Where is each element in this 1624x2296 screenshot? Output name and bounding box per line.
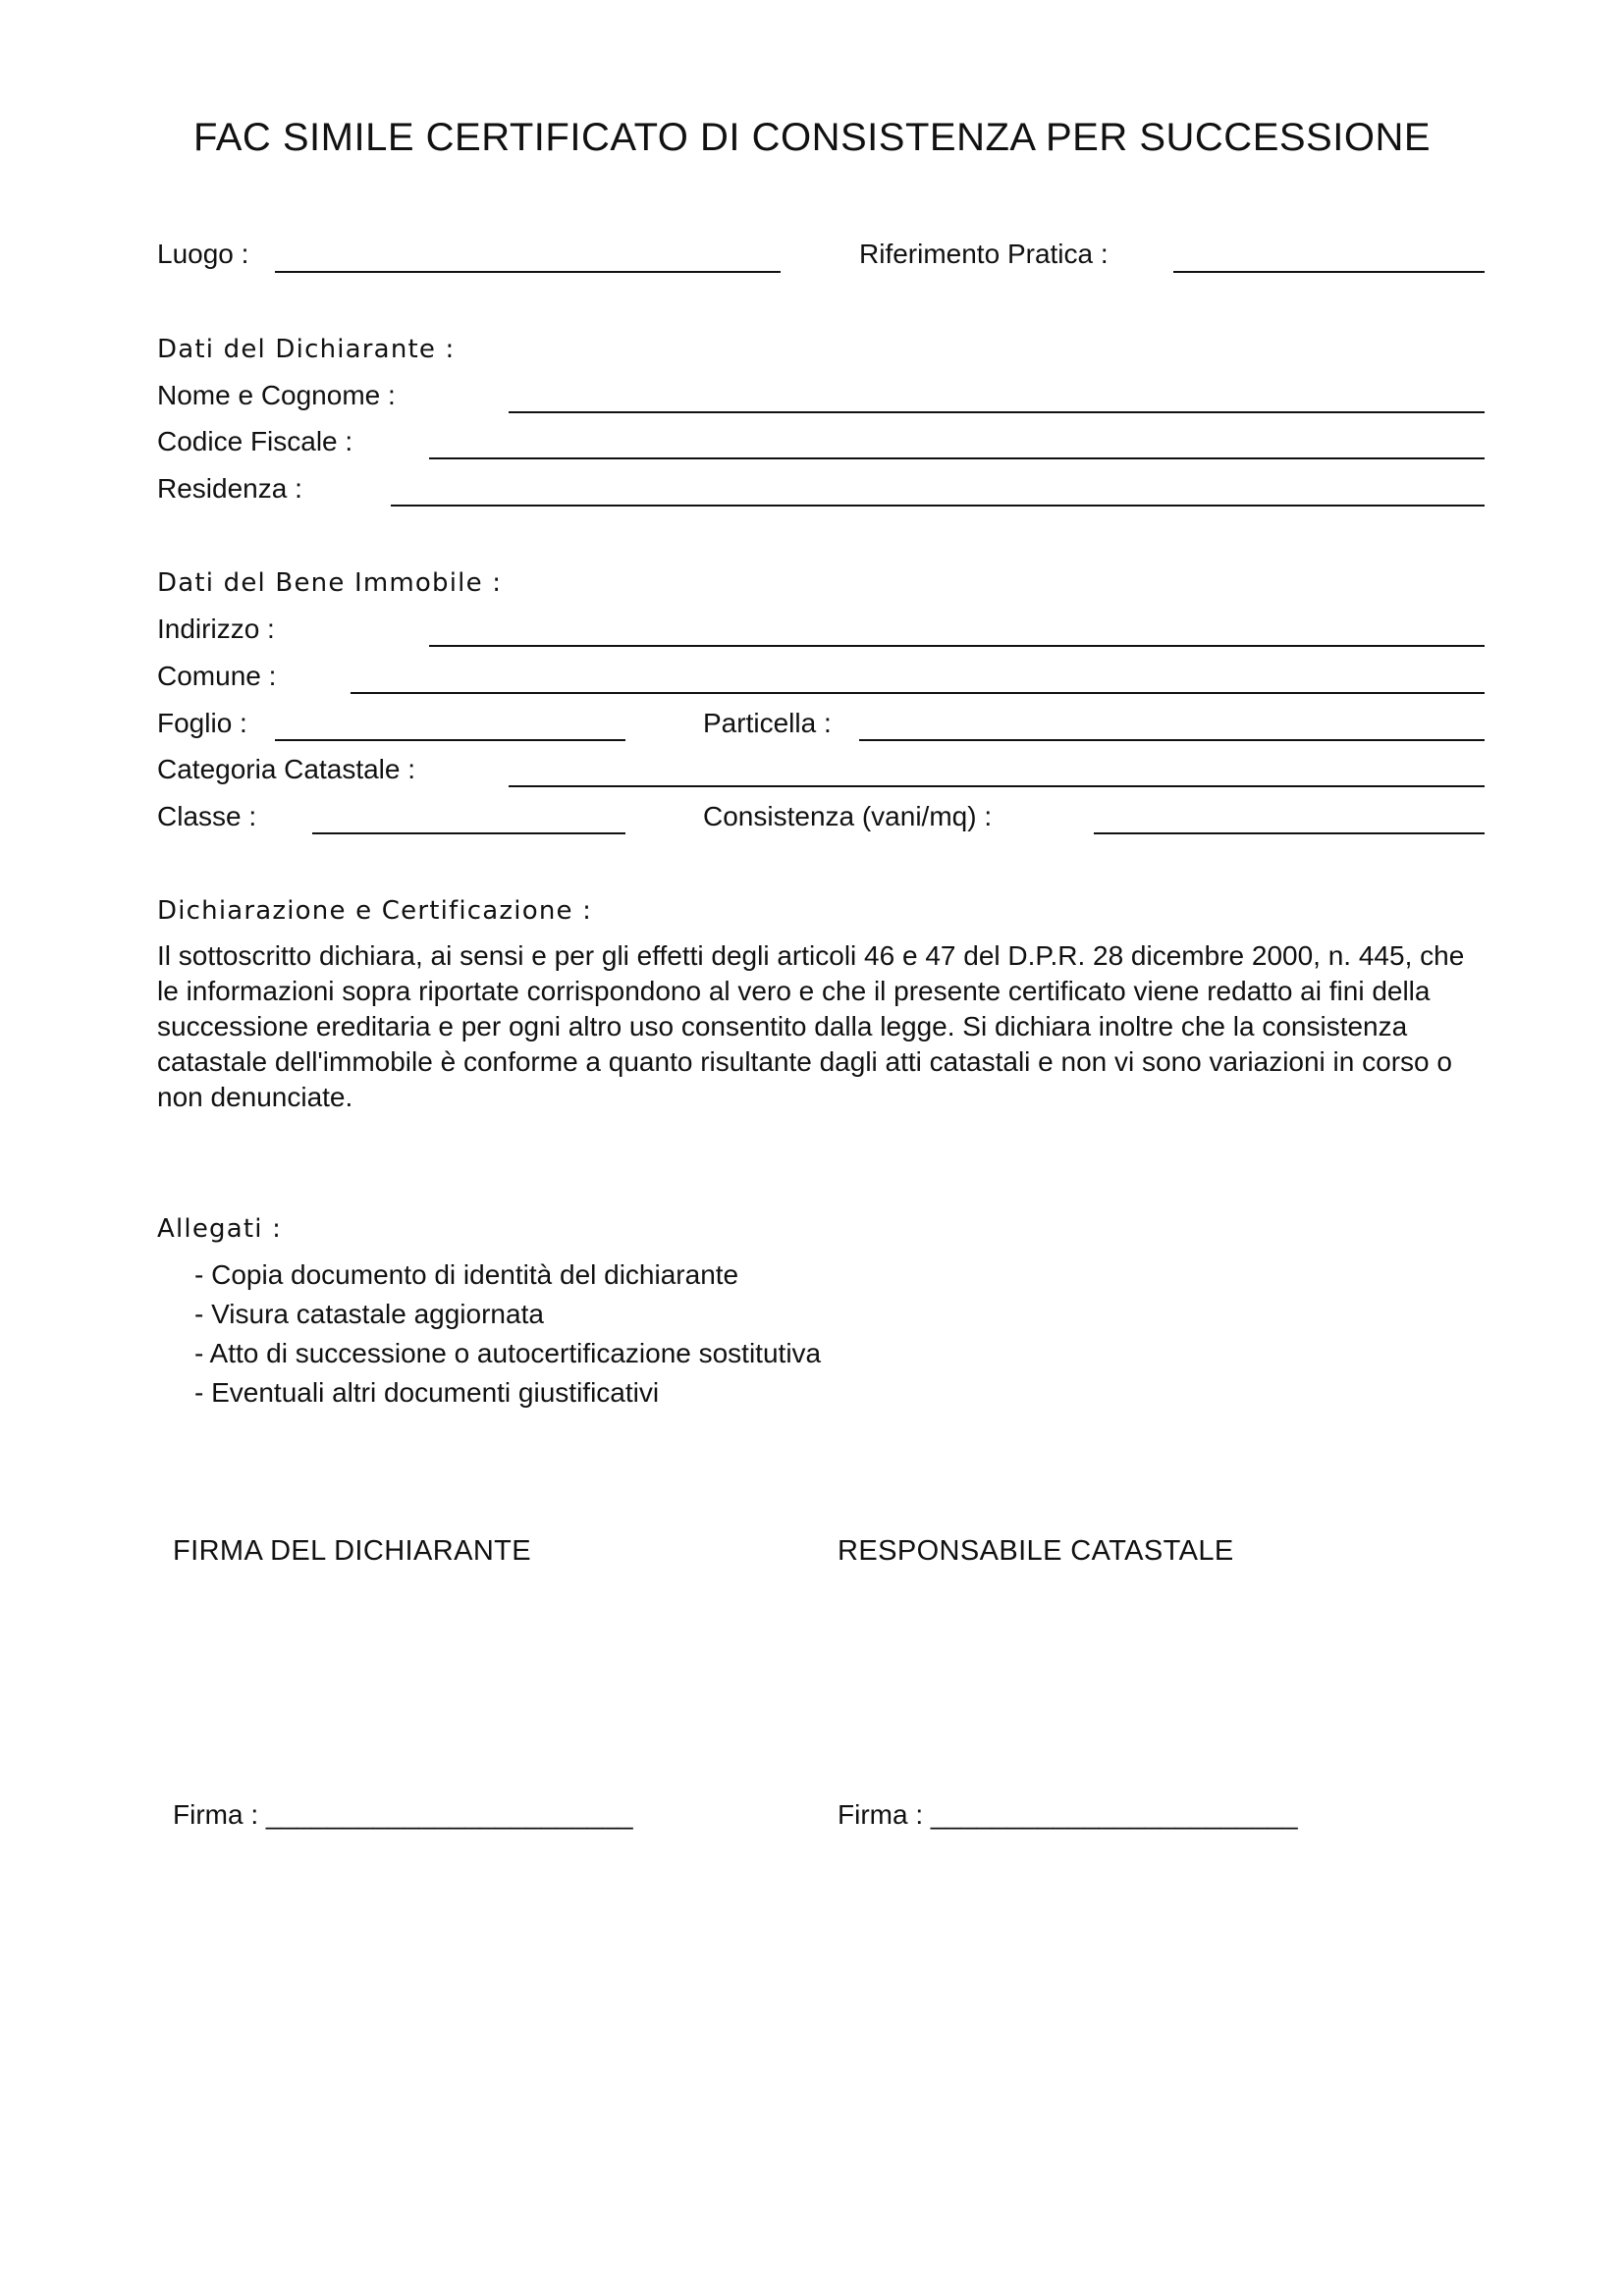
comune-field[interactable] (351, 692, 1485, 694)
residenza-field[interactable] (391, 505, 1485, 507)
firma-dichiarante-heading: FIRMA DEL DICHIARANTE (173, 1535, 532, 1567)
section-allegati-title: Allegati : (157, 1214, 283, 1244)
luogo-label: Luogo : (157, 239, 249, 269)
comune-label: Comune : (157, 661, 277, 691)
categoria-catastale-label: Categoria Catastale : (157, 754, 416, 784)
nome-cognome-label: Nome e Cognome : (157, 380, 396, 410)
codice-fiscale-label: Codice Fiscale : (157, 426, 353, 456)
codice-fiscale-field[interactable] (429, 457, 1485, 459)
firma-dichiarante-line[interactable]: Firma : ________________________ (173, 1799, 633, 1830)
section-dichiarazione-title: Dichiarazione e Certificazione : (157, 896, 593, 926)
foglio-label: Foglio : (157, 708, 247, 738)
foglio-field[interactable] (275, 739, 625, 741)
classe-label: Classe : (157, 801, 257, 831)
particella-field[interactable] (859, 739, 1485, 741)
allegato-item: - Visura catastale aggiornata (194, 1299, 544, 1329)
indirizzo-label: Indirizzo : (157, 614, 275, 644)
firma-responsabile-line[interactable]: Firma : ________________________ (838, 1799, 1298, 1830)
categoria-catastale-field[interactable] (509, 785, 1485, 787)
luogo-field[interactable] (275, 271, 781, 273)
residenza-label: Residenza : (157, 473, 302, 504)
responsabile-catastale-heading: RESPONSABILE CATASTALE (838, 1535, 1234, 1567)
dichiarazione-text: Il sottoscritto dichiara, ai sensi e per gli effetti degli articoli 46 e 47 del D.P.R. 28 dicembre 2000, n. 445, che le informazioni sopra riportate corrispondono al vero e che il presente certificato viene redatto ai fini della successione ereditaria e per ogni altro uso consentito dalla legge. Si dichiara inoltre che la consistenza catastale dell'immobile è conforme a quanto risultante dagli atti catastali e non vi sono variazioni in corso o non denunciate. (157, 940, 1465, 1112)
riferimento-pratica-field[interactable] (1173, 271, 1485, 273)
consistenza-label: Consistenza (vani/mq) : (703, 801, 993, 831)
section-dichiarante-title: Dati del Dichiarante : (157, 335, 456, 364)
allegato-item: - Copia documento di identità del dichiarante (194, 1259, 739, 1290)
document-title: FAC SIMILE CERTIFICATO DI CONSISTENZA PER SUCCESSIONE (192, 116, 1432, 159)
allegato-item: - Atto di successione o autocertificazione sostitutiva (194, 1338, 822, 1368)
section-immobile-title: Dati del Bene Immobile : (157, 568, 503, 598)
consistenza-field[interactable] (1094, 832, 1485, 834)
allegato-item: - Eventuali altri documenti giustificativi (194, 1377, 660, 1408)
indirizzo-field[interactable] (429, 645, 1485, 647)
nome-cognome-field[interactable] (509, 411, 1485, 413)
particella-label: Particella : (703, 708, 832, 738)
riferimento-pratica-label: Riferimento Pratica : (859, 239, 1109, 269)
classe-field[interactable] (312, 832, 625, 834)
